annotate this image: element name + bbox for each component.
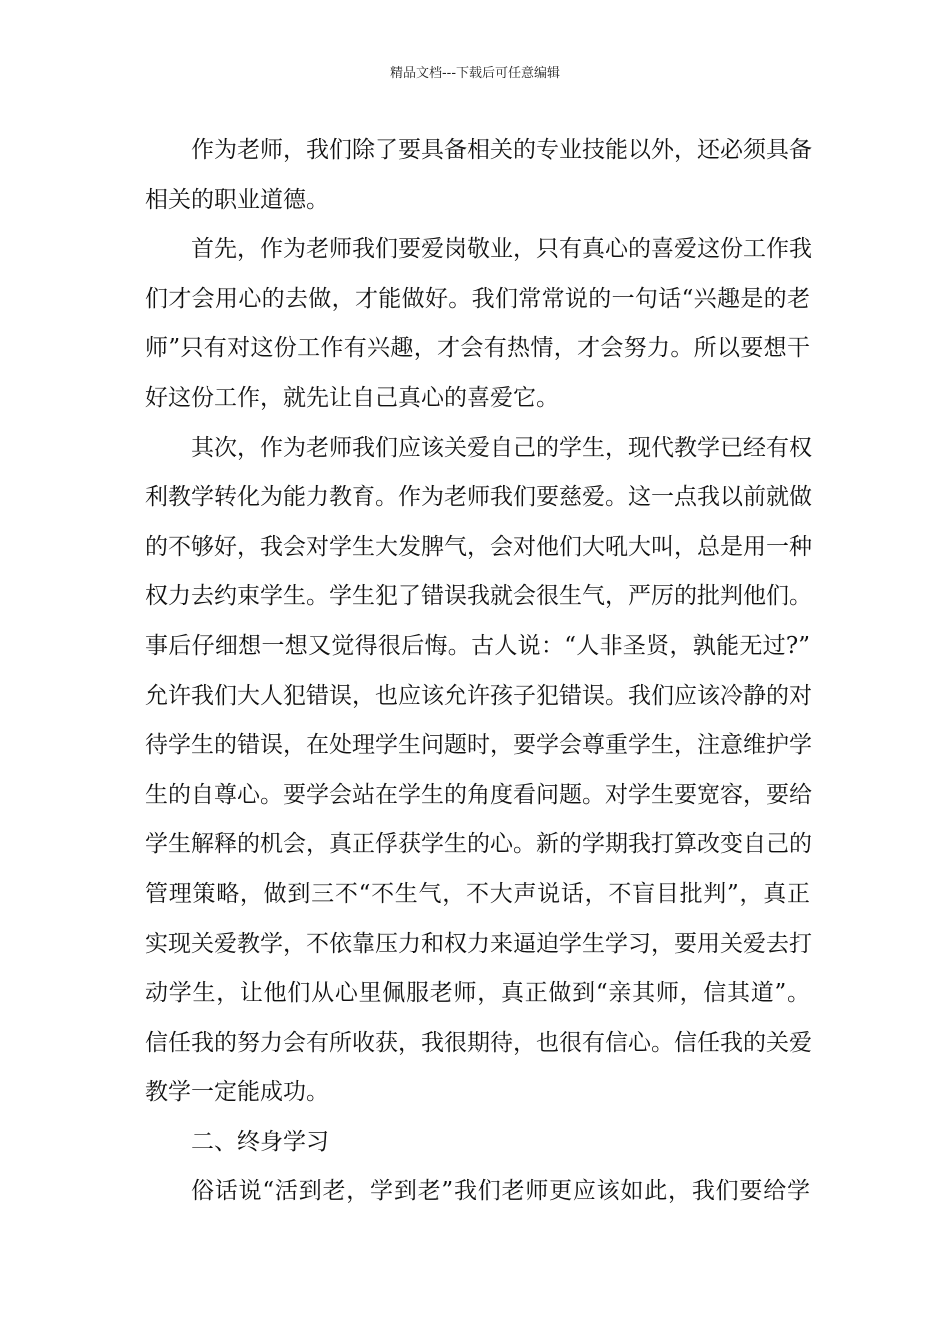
text-line: 首先，作为老师我们要爱岗敬业，只有真心的喜爱这份工作我 [191,236,812,263]
text-line: 权力去约束学生。学生犯了错误我就会很生气，严厉的批判他们。 [145,583,812,610]
text-line: 的不够好，我会对学生大发脾气，会对他们大吼大叫，总是用一种 [145,533,812,560]
text-line: 管理策略，做到三不“不生气，不大声说话，不盲目批判”，真正 [145,880,810,907]
text-line: 相关的职业道德。 [145,186,329,213]
section-heading: 二、终身学习 [191,1128,329,1155]
text-line: 待学生的错误，在处理学生问题时，要学会尊重学生，注意维护学 [145,732,812,759]
text-line: 俗话说“活到老，学到老”我们老师更应该如此，我们要给学 [191,1178,810,1205]
text-line: 利教学转化为能力教育。作为老师我们要慈爱。这一点我以前就做 [145,484,812,511]
page-header: 精品文档---下载后可任意编辑 [389,66,561,81]
text-line: 好这份工作，就先让自己真心的喜爱它。 [145,384,559,411]
text-line: 允许我们大人犯错误，也应该允许孩子犯错误。我们应该冷静的对 [145,682,812,709]
text-line: 教学一定能成功。 [145,1079,329,1106]
text-line: 事后仔细想一想又觉得很后悔。古人说：“人非圣贤，孰能无过?” [145,632,810,659]
body-text [145,126,810,1217]
text-line: 师”只有对这份工作有兴趣，才会有热情，才会努力。所以要想干 [145,335,810,362]
text-line: 学生解释的机会，真正俘获学生的心。新的学期我打算改变自己的 [145,831,812,858]
text-line: 作为老师，我们除了要具备相关的专业技能以外，还必须具备 [191,137,812,163]
text-line: 实现关爱教学，不依靠压力和权力来逼迫学生学习，要用关爱去打 [145,930,812,957]
text-line: 们才会用心的去做，才能做好。我们常常说的一句话“兴趣是的老 [145,285,810,312]
text-line: 其次，作为老师我们应该关爱自己的学生，现代教学已经有权 [191,434,812,461]
text-line: 生的自尊心。要学会站在学生的角度看问题。对学生要宽容，要给 [145,781,812,808]
text-line: 动学生，让他们从心里佩服老师，真正做到“亲其师，信其道”。 [145,980,810,1007]
text-line: 信任我的努力会有所收获，我很期待，也很有信心。信任我的关爱 [145,1029,812,1056]
